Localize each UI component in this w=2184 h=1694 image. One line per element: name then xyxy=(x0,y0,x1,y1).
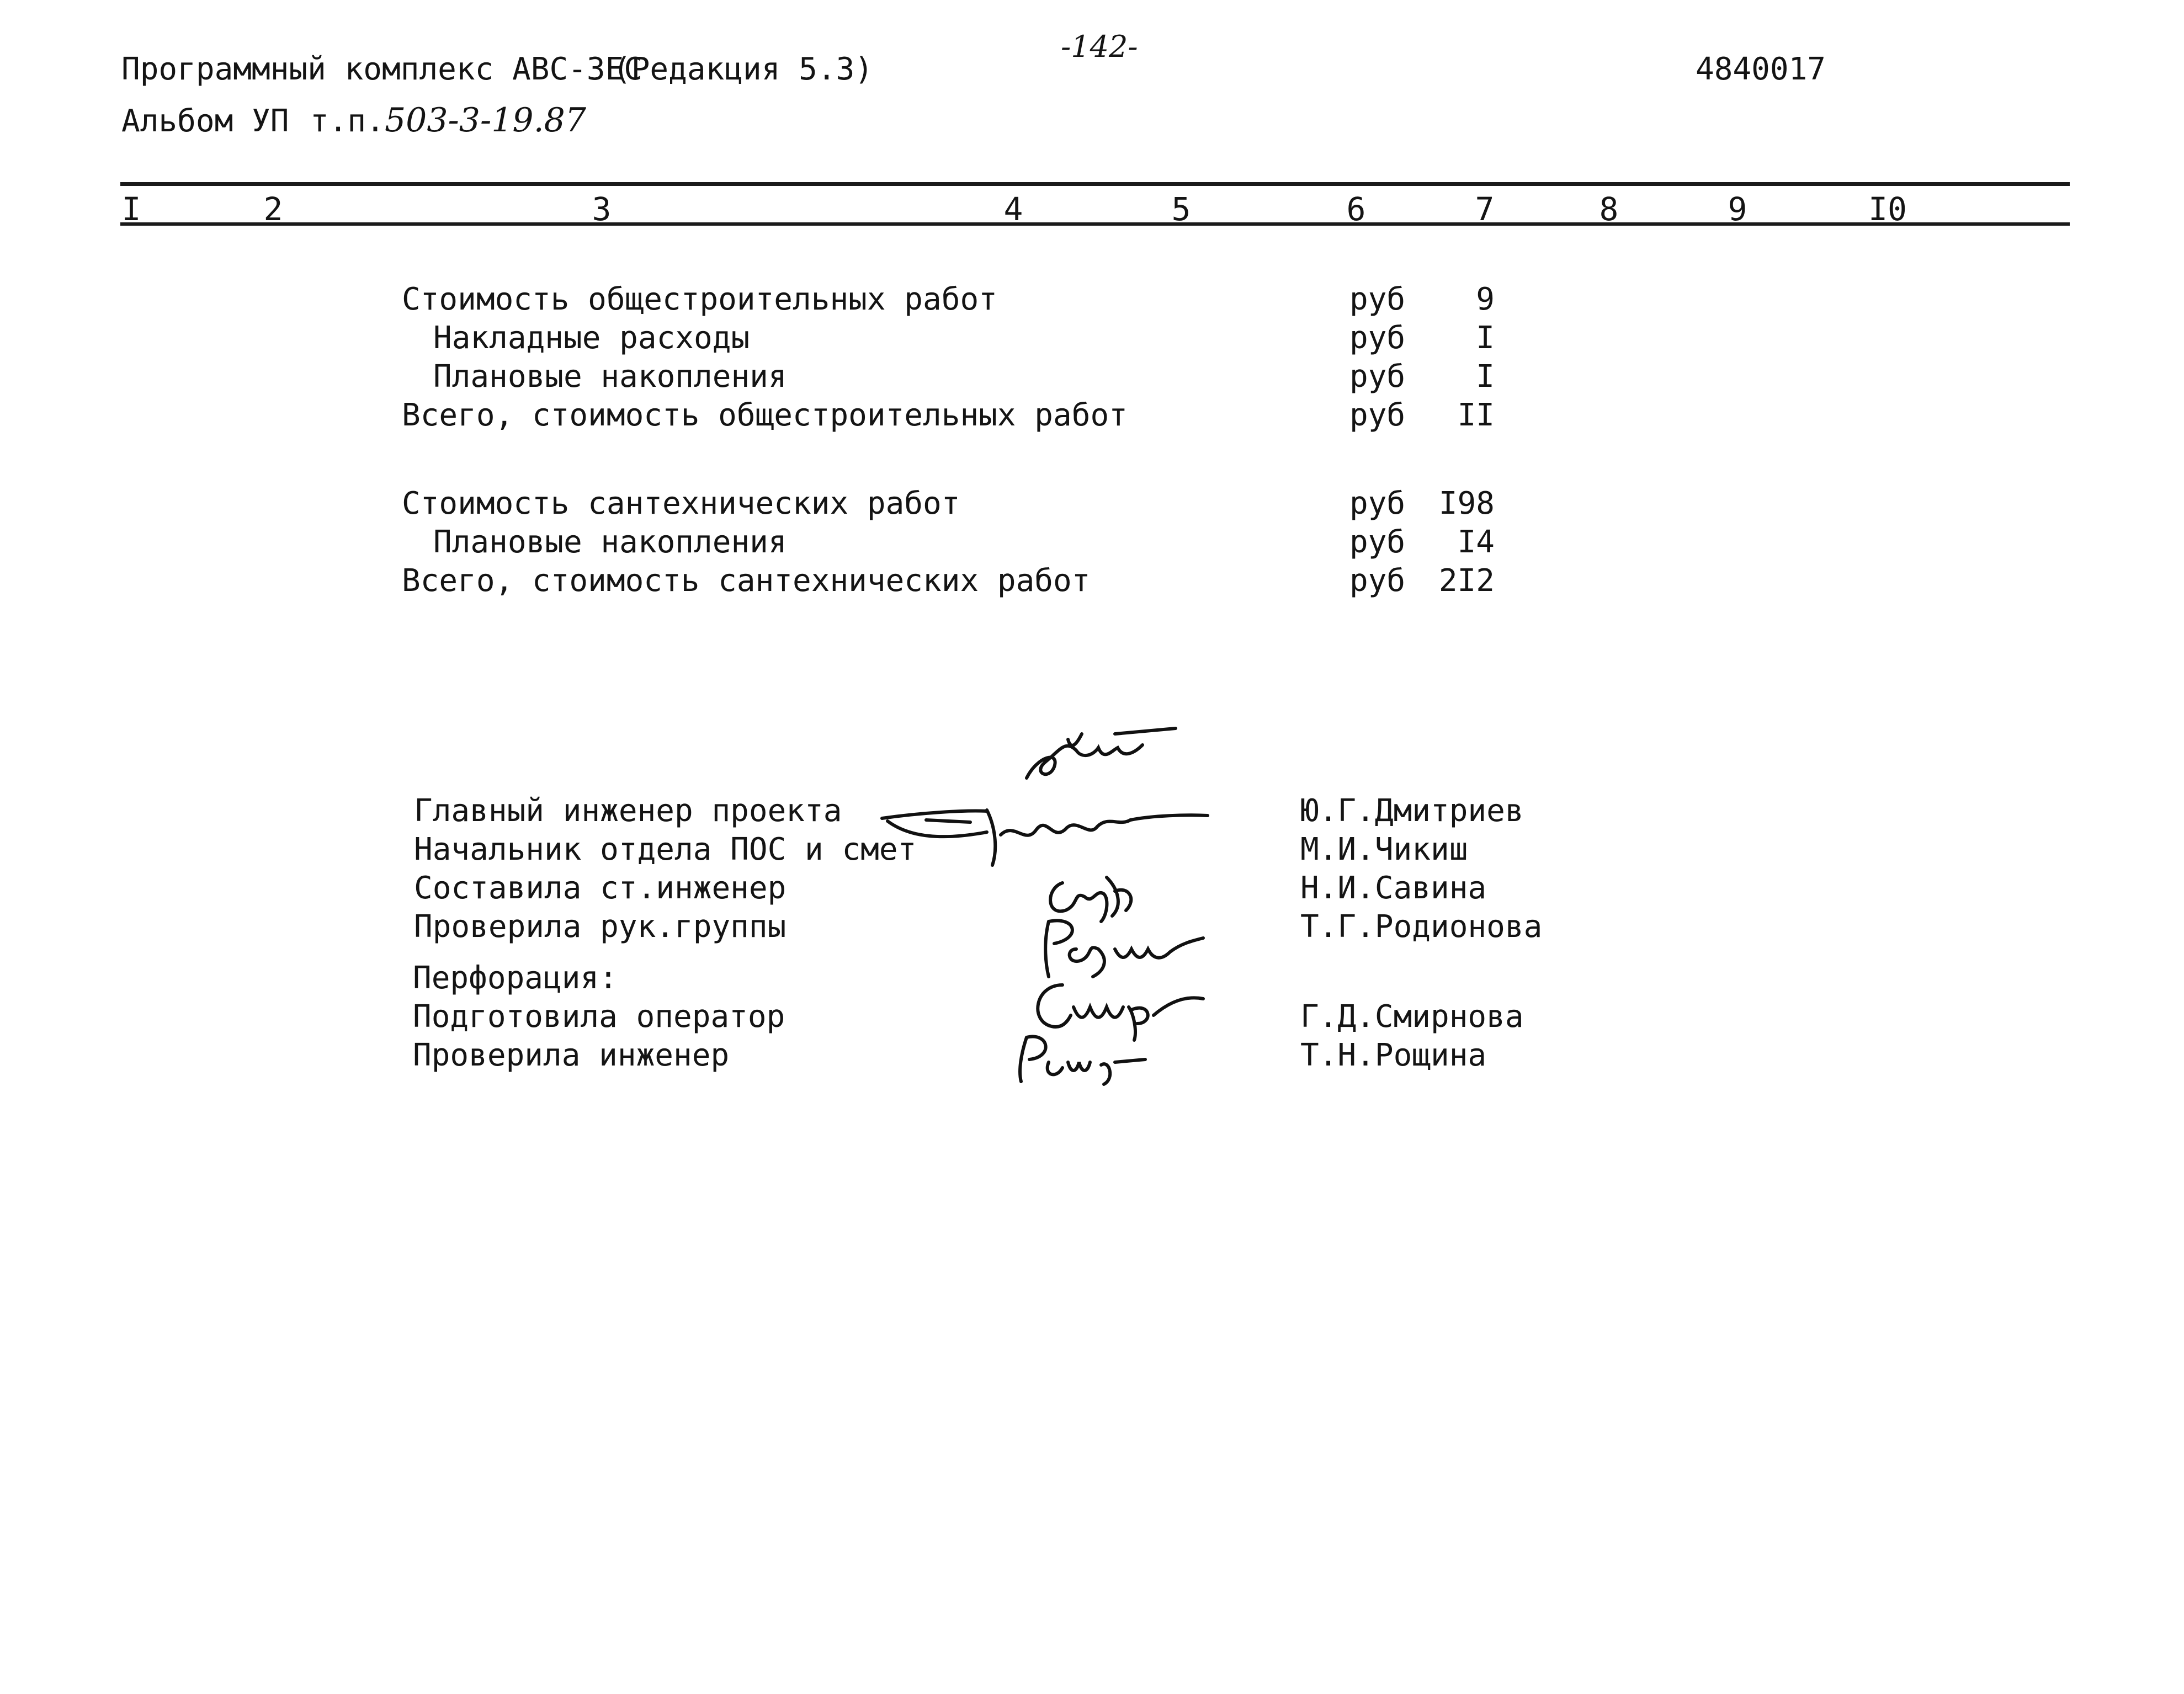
row-unit: руб xyxy=(1349,281,1406,317)
signature-mark xyxy=(876,793,1219,871)
signature-name: Т.Г.Родионова xyxy=(1300,909,1543,945)
column-number: 8 xyxy=(1599,190,1619,228)
column-number: 5 xyxy=(1171,190,1191,228)
row-label: Накладные расходы xyxy=(433,320,750,356)
signature-role: Подготовила оператор xyxy=(413,999,785,1035)
row-unit: руб xyxy=(1349,486,1406,521)
column-number: 9 xyxy=(1728,190,1747,228)
row-unit: руб xyxy=(1349,563,1406,599)
row-value: I xyxy=(1476,320,1495,356)
signature-role: Проверила рук.группы xyxy=(414,909,787,945)
row-value: I xyxy=(1476,359,1495,395)
signature-role: Составила ст.инженер xyxy=(414,870,787,906)
signature-name: Т.Н.Рощина xyxy=(1300,1037,1487,1073)
row-label: Плановые накопления xyxy=(433,524,787,560)
signature-mark xyxy=(1032,910,1209,982)
row-unit: руб xyxy=(1349,524,1406,560)
row-value: I98 xyxy=(1438,486,1495,521)
signature-role: Начальник отдела ПОС и смет xyxy=(414,832,917,867)
signature-name: Г.Д.Смирнова xyxy=(1300,999,1524,1035)
column-number: 2 xyxy=(263,190,283,228)
column-number: 4 xyxy=(1003,190,1023,228)
page-number: -142- xyxy=(1061,29,1138,64)
row-value: II xyxy=(1457,397,1495,433)
signature-role: Главный инженер проекта xyxy=(414,793,842,829)
perforation-label: Перфорация: xyxy=(413,960,618,996)
row-label: Всего, стоимость общестроительных работ xyxy=(402,397,1128,433)
signature-mark xyxy=(1005,1026,1148,1087)
row-label: Стоимость сантехнических работ xyxy=(402,486,960,521)
album-label: Альбом УП xyxy=(121,103,289,139)
row-unit: руб xyxy=(1349,359,1406,395)
program-title: Программный комплекс АВС-ЗЕС xyxy=(121,51,643,87)
column-number: I xyxy=(121,190,141,228)
signature-name: М.И.Чикиш xyxy=(1300,832,1468,867)
signature-role: Проверила инженер xyxy=(413,1037,730,1073)
row-value: 9 xyxy=(1476,281,1495,317)
column-number: 7 xyxy=(1475,190,1495,228)
signature-name: Н.И.Савина xyxy=(1300,870,1487,906)
column-number: 3 xyxy=(592,190,612,228)
header-rule-top xyxy=(120,182,2070,186)
row-unit: руб xyxy=(1349,397,1406,433)
column-number: I0 xyxy=(1868,190,1907,228)
tp-number: 503-3-19.87 xyxy=(385,101,587,140)
signature-name: Ю.Г.Дмитриев xyxy=(1300,793,1524,829)
edition-label: (Редакция 5.3) xyxy=(613,51,874,87)
row-value: I4 xyxy=(1457,524,1495,560)
row-unit: руб xyxy=(1349,320,1406,356)
row-value: 2I2 xyxy=(1438,563,1495,599)
row-label: Стоимость общестроительных работ xyxy=(402,281,997,317)
row-label: Плановые накопления xyxy=(433,359,787,395)
signature-mark xyxy=(1016,717,1181,789)
tp-label: т.п. xyxy=(310,103,385,139)
row-label: Всего, стоимость сантехнических работ xyxy=(402,563,1091,599)
column-number: 6 xyxy=(1346,190,1366,228)
document-code: 4840017 xyxy=(1696,51,1826,87)
header-rule-bottom xyxy=(120,222,2070,226)
